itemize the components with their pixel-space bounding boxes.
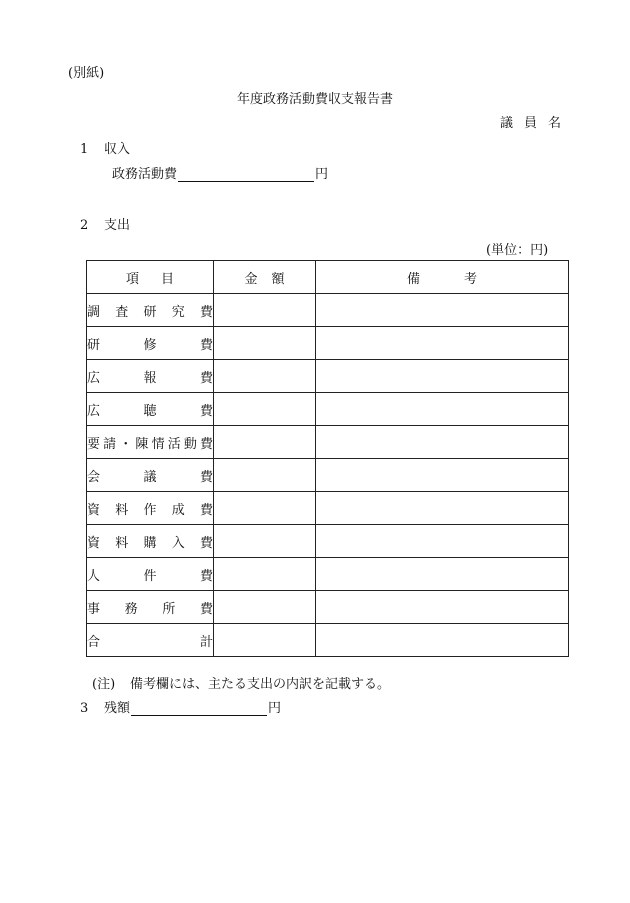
row-item-label: 要請・陳情活動費: [87, 436, 213, 452]
section-number: 1: [80, 142, 89, 157]
row-remarks-cell[interactable]: [316, 558, 569, 591]
row-remarks-cell[interactable]: [316, 624, 569, 657]
row-item-label: 合計: [87, 634, 213, 650]
income-line: [112, 163, 328, 182]
row-amount-cell[interactable]: [214, 459, 316, 492]
table-row: [87, 492, 569, 525]
row-amount-cell[interactable]: [214, 525, 316, 558]
row-remarks-cell[interactable]: [316, 426, 569, 459]
row-amount-cell[interactable]: [214, 426, 316, 459]
footnote-label: (注): [92, 677, 116, 692]
income-unit: 円: [315, 167, 329, 182]
section-number: 3: [80, 701, 89, 716]
section-expense-heading: [80, 214, 130, 233]
section-heading: 支出: [104, 218, 131, 233]
table-row: [87, 525, 569, 558]
row-item-label: 資料作成費: [87, 502, 213, 518]
row-amount-cell[interactable]: [214, 393, 316, 426]
row-item-cell: [87, 525, 214, 558]
attachment-label: (別紙): [68, 66, 105, 81]
member-name-label: 議員名: [500, 116, 573, 131]
row-remarks-cell[interactable]: [316, 294, 569, 327]
document-title: 年度政務活動費収支報告書: [236, 92, 393, 107]
row-remarks-cell[interactable]: [316, 393, 569, 426]
row-remarks-cell[interactable]: [316, 327, 569, 360]
footnote: [92, 673, 390, 692]
row-remarks-cell[interactable]: [316, 459, 569, 492]
row-item-cell: [87, 624, 214, 657]
row-amount-cell[interactable]: [214, 558, 316, 591]
row-amount-cell[interactable]: [214, 294, 316, 327]
section-number: 2: [80, 218, 89, 233]
table-row: [87, 624, 569, 657]
income-item-label: 政務活動費: [112, 167, 178, 182]
column-header-amount: 金額: [214, 261, 316, 294]
row-item-label: 人件費: [87, 568, 213, 584]
row-item-label: 調査研究費: [87, 304, 213, 320]
row-item-label: 広聴費: [87, 403, 213, 419]
section-balance: [80, 697, 281, 716]
row-item-cell: [87, 393, 214, 426]
row-amount-cell[interactable]: [214, 591, 316, 624]
column-header-remarks: 備考: [316, 261, 569, 294]
expense-table: [86, 260, 569, 657]
row-item-label: 広報費: [87, 370, 213, 386]
balance-unit: 円: [268, 701, 282, 716]
row-remarks-cell[interactable]: [316, 591, 569, 624]
row-item-cell: [87, 294, 214, 327]
table-row: [87, 393, 569, 426]
row-item-label: 会議費: [87, 469, 213, 485]
row-item-label: 研修費: [87, 337, 213, 353]
row-amount-cell[interactable]: [214, 360, 316, 393]
balance-amount-blank: [131, 701, 267, 716]
table-row: [87, 426, 569, 459]
row-amount-cell[interactable]: [214, 624, 316, 657]
balance-label: 残額: [104, 701, 131, 716]
row-item-cell: [87, 492, 214, 525]
row-item-cell: [87, 426, 214, 459]
section-income-heading: [80, 138, 130, 157]
row-item-cell: [87, 459, 214, 492]
table-row: [87, 558, 569, 591]
table-row: [87, 459, 569, 492]
row-remarks-cell[interactable]: [316, 492, 569, 525]
row-item-cell: [87, 360, 214, 393]
section-heading: 収入: [104, 142, 131, 157]
table-row: [87, 294, 569, 327]
income-amount-blank: [178, 167, 314, 182]
row-amount-cell[interactable]: [214, 327, 316, 360]
row-item-label: 事務所費: [87, 601, 213, 617]
unit-note: (単位：円): [486, 243, 549, 258]
row-item-cell: [87, 591, 214, 624]
row-amount-cell[interactable]: [214, 492, 316, 525]
table-header-row: [87, 261, 569, 294]
column-header-item: 項目: [87, 261, 214, 294]
row-remarks-cell[interactable]: [316, 525, 569, 558]
row-item-cell: [87, 558, 214, 591]
footnote-text: 備考欄には、主たる支出の内訳を記載する。: [130, 677, 391, 692]
row-item-label: 資料購入費: [87, 535, 213, 551]
table-row: [87, 360, 569, 393]
row-remarks-cell[interactable]: [316, 360, 569, 393]
table-row: [87, 327, 569, 360]
row-item-cell: [87, 327, 214, 360]
table-row: [87, 591, 569, 624]
